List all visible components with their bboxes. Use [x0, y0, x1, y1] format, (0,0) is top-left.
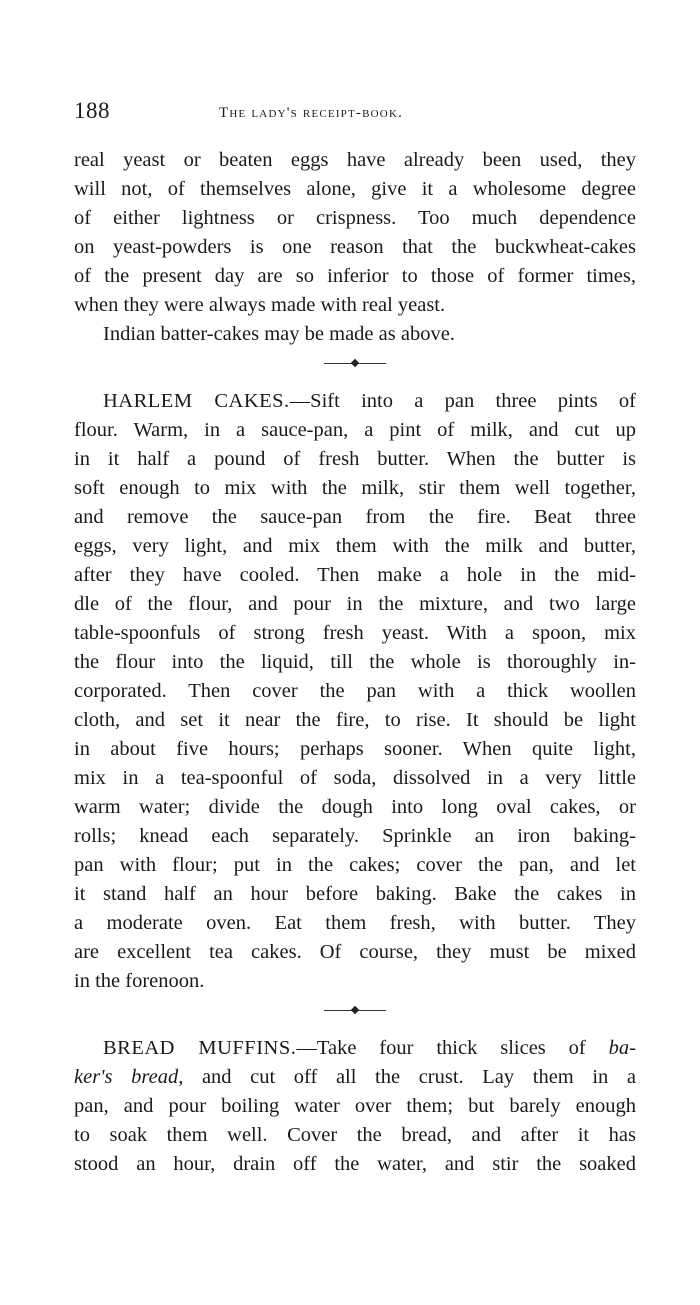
batter-cakes-note: Indian batter-cakes may be made as above.	[103, 323, 455, 345]
recipe-first-line	[74, 387, 636, 416]
recipe-first-line	[74, 1034, 636, 1063]
italic-text: ker's bread,	[74, 1066, 184, 1088]
text-line: real yeast or beaten eggs have already been used, they	[74, 149, 636, 171]
text-line: warm water; divide the dough into long oval cakes, or	[74, 796, 636, 818]
text-line: stood an hour, drain off the water, and stir the soaked	[74, 1153, 636, 1175]
text-line: and cut off all the crust. Lay them in a	[183, 1066, 636, 1088]
text-line: on yeast-powders is one reason that the buckwheat-cakes	[74, 236, 636, 258]
italic-text: ba-	[608, 1037, 636, 1059]
text-line: when they were always made with real yeast.	[74, 294, 446, 316]
text-line: dle of the flour, and pour in the mixture, and two large	[74, 593, 636, 615]
text-line: of either lightness or crispness. Too much dependence	[74, 207, 636, 229]
text-line: table-spoonfuls of strong fresh yeast. With a spoon, mix	[74, 622, 636, 644]
recipe-heading: BREAD MUFFINS.	[103, 1037, 297, 1059]
text-line: rolls; knead each separately. Sprinkle an iron baking-	[74, 825, 636, 847]
book-page	[74, 98, 636, 1179]
text-line: flour. Warm, in a sauce-pan, a pint of milk, and cut up	[74, 419, 636, 441]
text-line: are excellent tea cakes. Of course, they must be mixed	[74, 941, 636, 963]
text-line: —Take four thick slices of	[296, 1037, 609, 1059]
divider-diamond-icon	[351, 1006, 359, 1014]
text-line: will not, of themselves alone, give it a wholesome degree	[74, 178, 636, 200]
text-line: cloth, and set it near the fire, to rise. It should be light	[74, 709, 636, 731]
text-line: the flour into the liquid, till the whole is thoroughly in-	[74, 651, 636, 673]
running-title: the lady's receipt-book.	[219, 105, 404, 121]
recipe-second-line	[74, 1063, 636, 1092]
section-divider-ornament	[74, 996, 636, 1026]
harlem-cakes-recipe	[74, 387, 636, 996]
recipe-heading: HARLEM CAKES.	[103, 390, 290, 412]
text-line: pan with flour; put in the cakes; cover the pan, and let	[74, 854, 636, 876]
page-number: 188	[74, 98, 110, 123]
text-line: eggs, very light, and mix them with the milk and butter,	[74, 535, 636, 557]
text-line: —Sift into a pan three pints of	[289, 390, 636, 412]
text-line: and remove the sauce-pan from the fire. Beat three	[74, 506, 636, 528]
divider-diamond-icon	[351, 359, 359, 367]
text-line: corporated. Then cover the pan with a thick woollen	[74, 680, 636, 702]
text-line: in it half a pound of fresh butter. When the butter is	[74, 448, 636, 470]
text-line: in the forenoon.	[74, 970, 205, 992]
continuation-paragraph	[74, 146, 636, 349]
section-divider-ornament	[74, 349, 636, 379]
text-line: in about five hours; perhaps sooner. When quite light,	[74, 738, 636, 760]
text-line: soft enough to mix with the milk, stir them well together,	[74, 477, 636, 499]
text-line: to soak them well. Cover the bread, and after it has	[74, 1124, 636, 1146]
text-line: it stand half an hour before baking. Bake the cakes in	[74, 883, 636, 905]
running-head	[74, 98, 636, 132]
text-line: a moderate oven. Eat them fresh, with butter. They	[74, 912, 636, 934]
text-line: of the present day are so inferior to those of former times,	[74, 265, 636, 287]
text-line: mix in a tea-spoonful of soda, dissolved in a very little	[74, 767, 636, 789]
bread-muffins-recipe	[74, 1034, 636, 1179]
text-line: pan, and pour boiling water over them; but barely enough	[74, 1095, 636, 1117]
text-line: after they have cooled. Then make a hole in the mid-	[74, 564, 636, 586]
